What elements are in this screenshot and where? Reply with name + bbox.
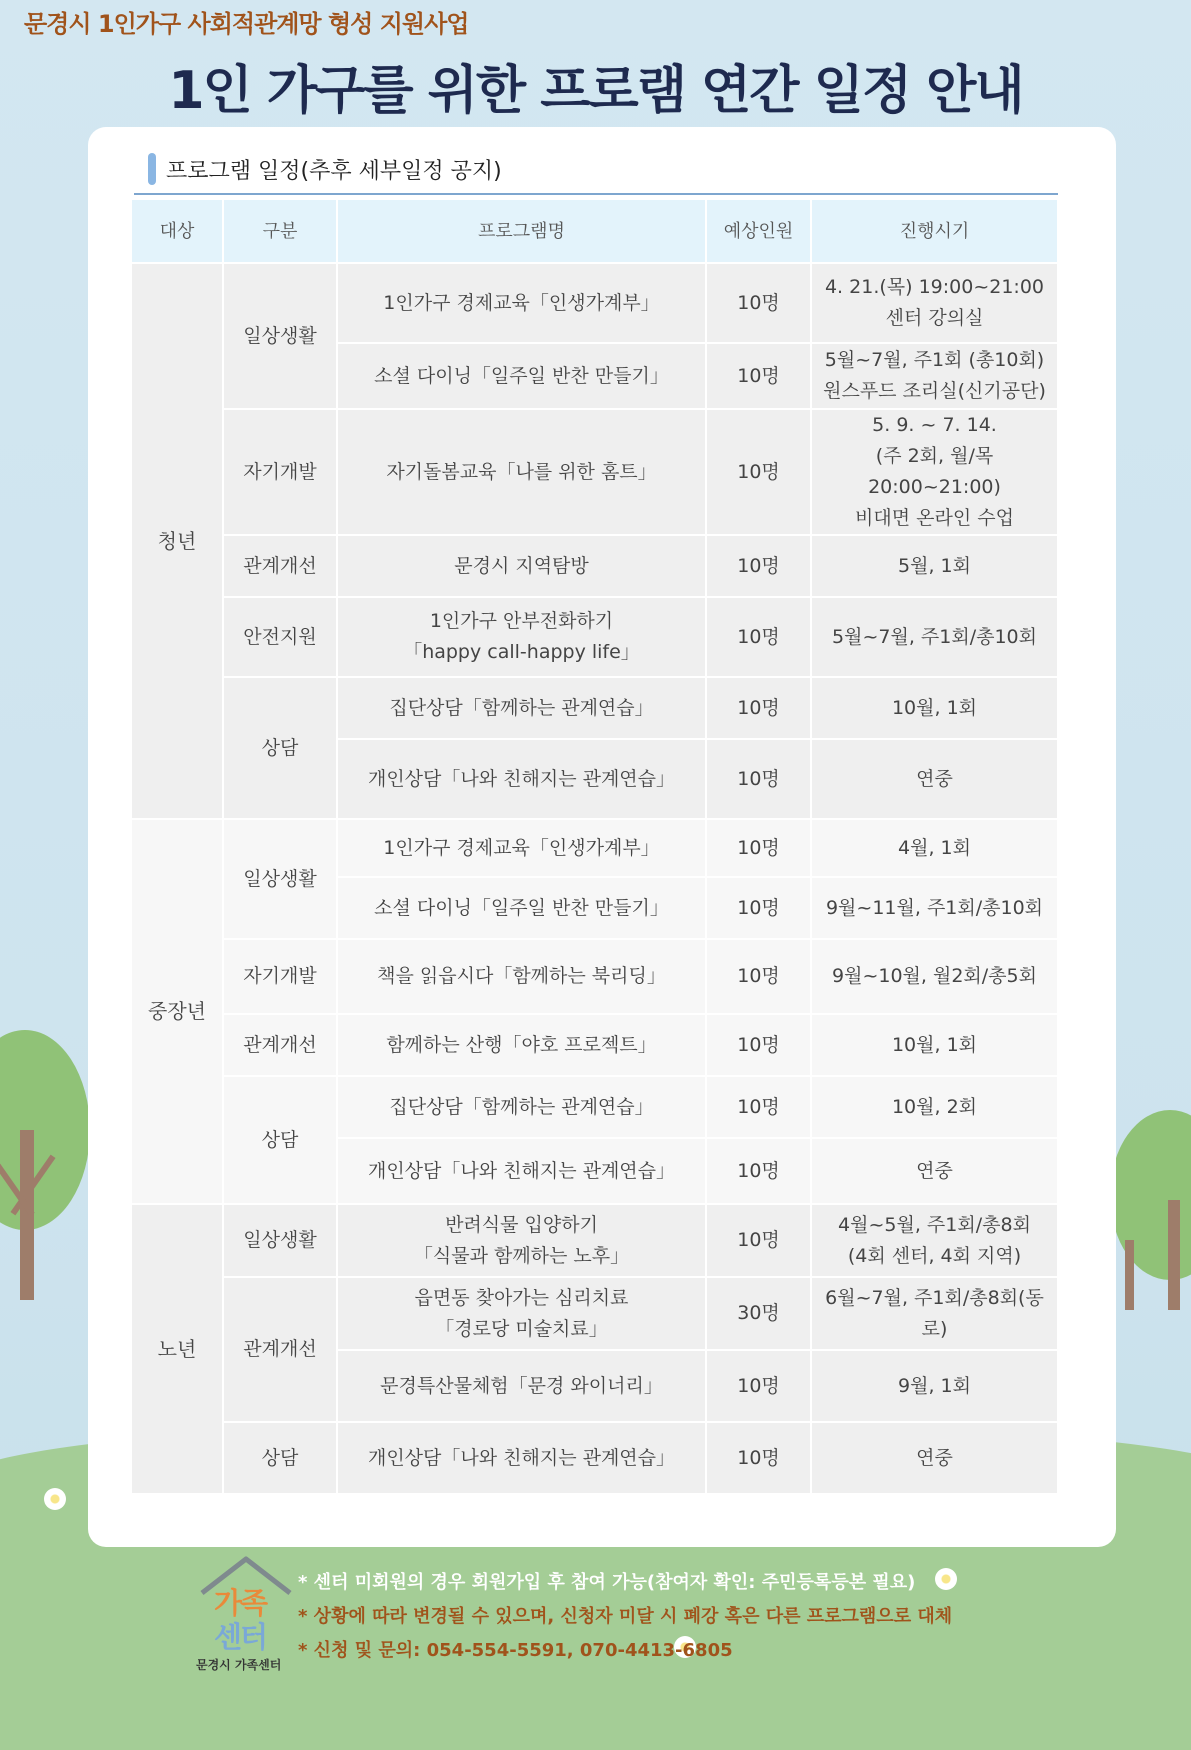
program-cell: 1인가구 경제교육「인생가계부」 xyxy=(337,263,706,343)
period-cell: 9월, 1회 xyxy=(811,1350,1058,1422)
count-cell: 10명 xyxy=(706,263,811,343)
table-row xyxy=(132,409,1058,535)
count-cell: 10명 xyxy=(706,877,811,939)
schedule-card xyxy=(88,127,1116,1547)
category-cell: 관계개선 xyxy=(223,1277,337,1422)
table-row xyxy=(132,1076,1058,1138)
table-row xyxy=(132,263,1058,343)
table-row xyxy=(132,939,1058,1014)
program-cell: 소셜 다이닝「일주일 반찬 만들기」 xyxy=(337,343,706,409)
count-cell: 30명 xyxy=(706,1277,811,1350)
program-cell: 자기돌봄교육「나를 위한 홈트」 xyxy=(337,409,706,535)
count-cell: 10명 xyxy=(706,1204,811,1277)
section-title: 프로그램 일정(추후 세부일정 공지) xyxy=(166,158,502,184)
category-cell: 관계개선 xyxy=(223,1014,337,1076)
period-cell: 5월~7월, 주1회/총10회 xyxy=(811,597,1058,677)
count-cell: 10명 xyxy=(706,409,811,535)
table-row xyxy=(132,1277,1058,1350)
program-cell: 문경특산물체험「문경 와이너리」 xyxy=(337,1350,706,1422)
footer-note: * 센터 미회원의 경우 회원가입 후 참여 가능(참여자 확인: 주민등록등본 필요) xyxy=(298,1572,916,1593)
count-cell: 10명 xyxy=(706,1076,811,1138)
right-tree-trunk xyxy=(1125,1240,1134,1310)
period-cell: 10월, 2회 xyxy=(811,1076,1058,1138)
count-cell: 10명 xyxy=(706,1014,811,1076)
section-divider xyxy=(134,193,1058,195)
program-cell: 책을 읽읍시다「함께하는 북리딩」 xyxy=(337,939,706,1014)
program-cell: 1인가구 안부전화하기 「happy call-happy life」 xyxy=(337,597,706,677)
program-cell: 집단상담「함께하는 관계연습」 xyxy=(337,677,706,739)
program-cell: 집단상담「함께하는 관계연습」 xyxy=(337,1076,706,1138)
program-cell: 개인상담「나와 친해지는 관계연습」 xyxy=(337,739,706,819)
category-cell: 상담 xyxy=(223,1076,337,1204)
category-cell: 관계개선 xyxy=(223,535,337,597)
program-cell: 함께하는 산행「야호 프로젝트」 xyxy=(337,1014,706,1076)
period-cell: 4월, 1회 xyxy=(811,819,1058,877)
family-center-logo xyxy=(198,1555,294,1677)
target-cell: 중장년 xyxy=(132,819,223,1204)
column-header-target: 대상 xyxy=(132,200,223,263)
page-title: 1인 가구를 위한 프로램 연간 일정 안내 xyxy=(168,61,1023,121)
count-cell: 10명 xyxy=(706,939,811,1014)
count-cell: 10명 xyxy=(706,739,811,819)
period-cell: 5월, 1회 xyxy=(811,535,1058,597)
period-cell: 10월, 1회 xyxy=(811,677,1058,739)
right-tree-trunk xyxy=(1168,1200,1180,1310)
target-cell: 청년 xyxy=(132,263,223,819)
section-accent-bar xyxy=(148,153,156,185)
count-cell: 10명 xyxy=(706,1422,811,1494)
program-cell: 반려식물 입양하기 「식물과 함께하는 노후」 xyxy=(337,1204,706,1277)
footer-note: * 신청 및 문의: 054-554-5591, 070-4413-6805 xyxy=(298,1640,733,1661)
table-header-row xyxy=(132,200,1058,263)
program-cell: 소셜 다이닝「일주일 반찬 만들기」 xyxy=(337,877,706,939)
column-header-program: 프로그램명 xyxy=(337,200,706,263)
column-header-period: 진행시기 xyxy=(811,200,1058,263)
logo-text-line1: 가족 xyxy=(214,1586,267,1620)
count-cell: 10명 xyxy=(706,819,811,877)
category-cell: 안전지원 xyxy=(223,597,337,677)
period-cell: 9월~11월, 주1회/총10회 xyxy=(811,877,1058,939)
table-row xyxy=(132,1204,1058,1277)
page-subtitle: 문경시 1인가구 사회적관계망 형성 지원사업 xyxy=(24,10,469,38)
category-cell: 자기개발 xyxy=(223,409,337,535)
category-cell: 일상생활 xyxy=(223,819,337,939)
column-header-category: 구분 xyxy=(223,200,337,263)
program-cell: 문경시 지역탐방 xyxy=(337,535,706,597)
period-cell: 5월~7월, 주1회 (총10회) 원스푸드 조리실(신기공단) xyxy=(811,343,1058,409)
period-cell: 9월~10월, 월2회/총5회 xyxy=(811,939,1058,1014)
category-cell: 상담 xyxy=(223,677,337,819)
section-header xyxy=(148,153,502,185)
program-cell: 개인상담「나와 친해지는 관계연습」 xyxy=(337,1422,706,1494)
category-cell: 일상생활 xyxy=(223,1204,337,1277)
table-row xyxy=(132,819,1058,877)
period-cell: 연중 xyxy=(811,1138,1058,1204)
program-cell: 읍면동 찾아가는 심리치료 「경로당 미술치료」 xyxy=(337,1277,706,1350)
count-cell: 10명 xyxy=(706,535,811,597)
count-cell: 10명 xyxy=(706,1350,811,1422)
period-cell: 4월~5월, 주1회/총8회 (4회 센터, 4회 지역) xyxy=(811,1204,1058,1277)
footer-notes xyxy=(298,1566,952,1668)
logo-caption: 문경시 가족센터 xyxy=(196,1658,282,1672)
period-cell: 10월, 1회 xyxy=(811,1014,1058,1076)
footer-note: * 상황에 따라 변경될 수 있으며, 신청자 미달 시 폐강 혹은 다른 프로그램으로 대체 xyxy=(298,1606,953,1627)
left-tree-trunk xyxy=(20,1130,34,1300)
count-cell: 10명 xyxy=(706,1138,811,1204)
period-cell: 5. 9. ~ 7. 14. (주 2회, 월/목 20:00~21:00) 비대면 온라인 수업 xyxy=(811,409,1058,535)
category-cell: 자기개발 xyxy=(223,939,337,1014)
logo-text-line2: 센터 xyxy=(214,1620,267,1654)
period-cell: 4. 21.(목) 19:00~21:00 센터 강의실 xyxy=(811,263,1058,343)
count-cell: 10명 xyxy=(706,597,811,677)
table-row xyxy=(132,677,1058,739)
category-cell: 상담 xyxy=(223,1422,337,1494)
table-row xyxy=(132,1014,1058,1076)
table-row xyxy=(132,597,1058,677)
schedule-table xyxy=(132,200,1059,1495)
count-cell: 10명 xyxy=(706,343,811,409)
target-cell: 노년 xyxy=(132,1204,223,1494)
flower-icon xyxy=(44,1488,66,1510)
table-row xyxy=(132,1422,1058,1494)
table-row xyxy=(132,535,1058,597)
program-cell: 개인상담「나와 친해지는 관계연습」 xyxy=(337,1138,706,1204)
count-cell: 10명 xyxy=(706,677,811,739)
period-cell: 6월~7월, 주1회/총8회(동로) xyxy=(811,1277,1058,1350)
period-cell: 연중 xyxy=(811,1422,1058,1494)
period-cell: 연중 xyxy=(811,739,1058,819)
column-header-count: 예상인원 xyxy=(706,200,811,263)
program-cell: 1인가구 경제교육「인생가계부」 xyxy=(337,819,706,877)
category-cell: 일상생활 xyxy=(223,263,337,409)
